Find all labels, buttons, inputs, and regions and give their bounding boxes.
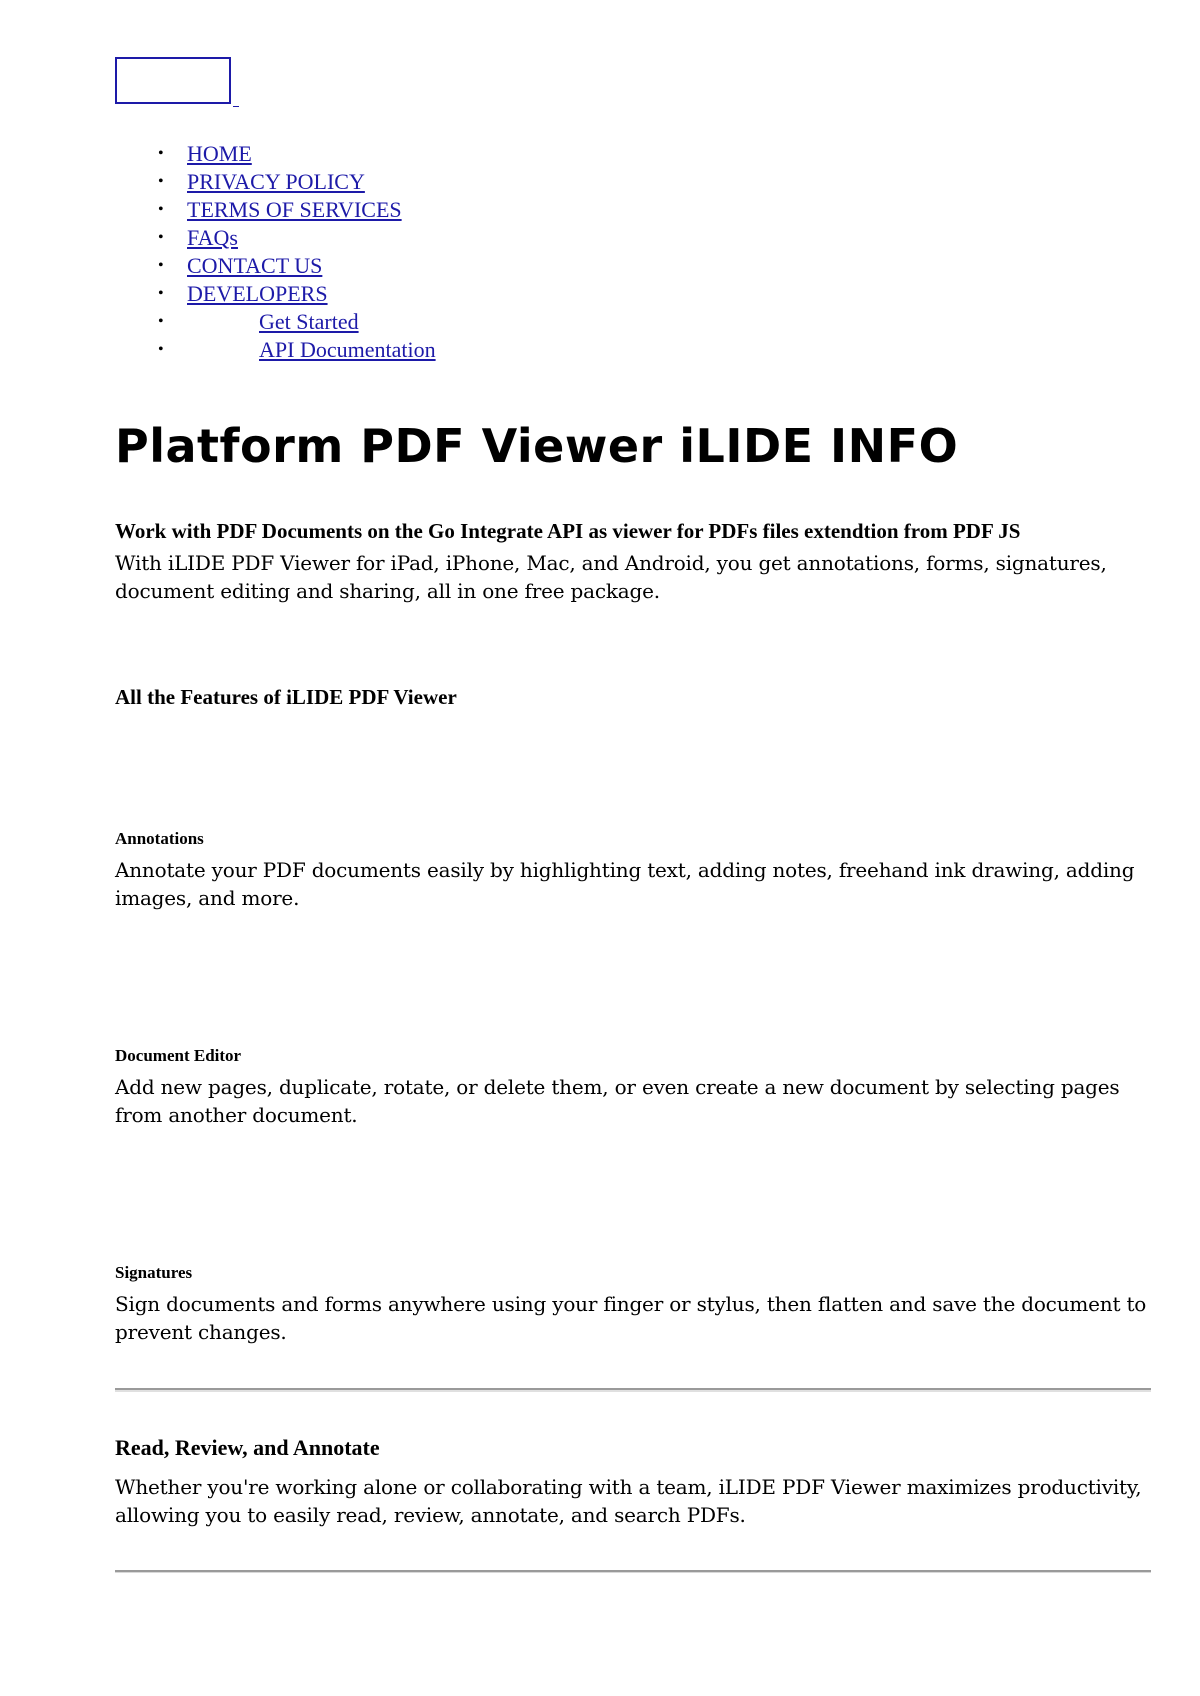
nav-link-api-documentation[interactable]: API Documentation [259,337,436,362]
nav-item-developers [115,280,436,308]
nav-item-terms-of-services [115,196,436,224]
logo-link-underline [233,106,239,107]
nav-link-developers[interactable]: DEVELOPERS [187,281,328,306]
nav-item-faqs [115,224,436,252]
site-logo-link[interactable] [115,57,239,109]
feature-title: Annotations [115,829,204,848]
intro-text: With iLIDE PDF Viewer for iPad, iPhone, Mac, and Android, you get annotations, forms, signatures, document editing and sharing, all in one free package. [115,551,1107,603]
feature-signatures [115,1262,1151,1346]
nav-subitem-get-started [115,308,436,336]
review-section [115,1434,1151,1529]
section-divider [115,1388,1151,1392]
intro-section [115,518,1151,605]
nav-link-faqs[interactable]: FAQs [187,225,238,250]
nav-link-home[interactable]: HOME [187,141,252,166]
page-title: Platform PDF Viewer iLIDE INFO [115,419,959,473]
nav-item-contact-us [115,252,436,280]
feature-text: Annotate your PDF documents easily by highlighting text, adding notes, freehand ink drawing, adding images, and more. [115,858,1135,910]
feature-title: Signatures [115,1263,193,1282]
feature-title: Document Editor [115,1046,242,1065]
nav-link-terms-of-services[interactable]: TERMS OF SERVICES [187,197,402,222]
feature-document-editor [115,1045,1151,1129]
features-heading: All the Features of iLIDE PDF Viewer [115,685,457,709]
main-navigation [115,140,436,364]
nav-link-get-started[interactable]: Get Started [259,309,359,334]
nav-item-home [115,140,436,168]
nav-link-contact-us[interactable]: CONTACT US [187,253,323,278]
nav-link-privacy-policy[interactable]: PRIVACY POLICY [187,169,365,194]
feature-annotations [115,828,1151,912]
intro-heading: Work with PDF Documents on the Go Integrate API as viewer for PDFs files extendtion from PDF JS [115,519,1021,543]
nav-subitem-api-documentation [115,336,436,364]
feature-text: Sign documents and forms anywhere using your finger or stylus, then flatten and save the document to prevent changes. [115,1292,1147,1344]
logo-image-placeholder [115,57,231,104]
footer-divider [115,1570,1151,1573]
review-heading: Read, Review, and Annotate [115,1435,380,1460]
nav-item-privacy-policy [115,168,436,196]
features-heading-block [115,684,1151,711]
feature-text: Add new pages, duplicate, rotate, or delete them, or even create a new document by selecting pages from another document. [115,1075,1120,1127]
review-text: Whether you're working alone or collaborating with a team, iLIDE PDF Viewer maximizes productivity, allowing you to easily read, review, annotate, and search PDFs. [115,1475,1142,1527]
